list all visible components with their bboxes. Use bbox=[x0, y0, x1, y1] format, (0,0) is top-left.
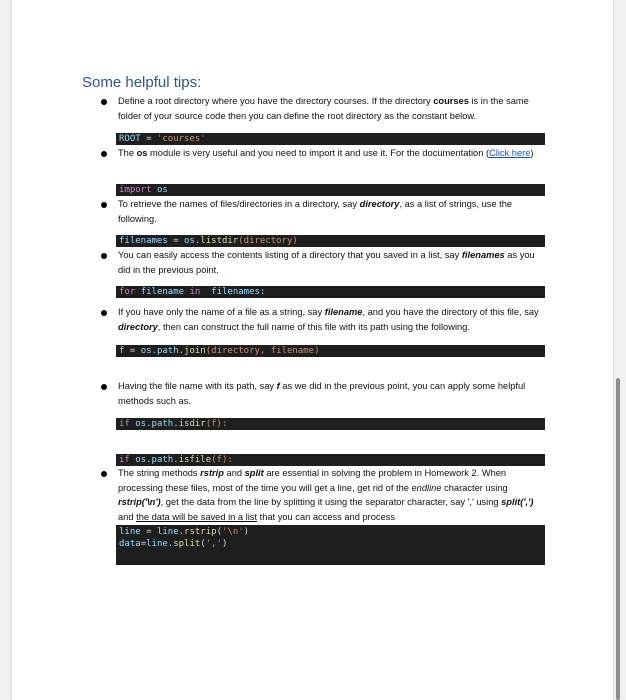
code-isdir: if os.path.isdir(f): bbox=[116, 418, 545, 430]
tip-path-join: If you have only the name of a file as a string, say filename, and you have the directory of this file, say directory, then can construct the full name of this file with its path using the following. bbox=[118, 307, 539, 332]
tip-root-directory: Define a root directory where you have the directory courses. If the directory courses is in the same folder of your source code then you can define the root directory as the constant below. bbox=[118, 96, 529, 121]
bullet-icon bbox=[101, 99, 107, 105]
vertical-scrollbar[interactable] bbox=[616, 378, 620, 700]
code-isfile: if os.path.isfile(f): bbox=[116, 454, 545, 466]
bullet-icon bbox=[101, 310, 107, 316]
code-rstrip-split: line = line.rstrip('\n') data=line.split(',') bbox=[116, 525, 545, 565]
code-import-os: import os bbox=[116, 184, 545, 196]
tip-os-module: The os module is very useful and you need to import it and use it. For the documentation (Click here) bbox=[118, 148, 534, 158]
bullet-icon bbox=[101, 151, 107, 157]
documentation-link[interactable]: Click here bbox=[489, 148, 531, 158]
page-heading: Some helpful tips: bbox=[82, 74, 202, 91]
tip-access-listing: You can easily access the contents listing of a directory that you saved in a list, say filenames as you did in the previous point. bbox=[118, 250, 535, 275]
tip-listdir: To retrieve the names of files/directories in a directory, say directory, as a list of strings, use the following. bbox=[118, 199, 513, 224]
code-listdir: filenames = os.listdir(directory) bbox=[116, 235, 545, 247]
code-for-loop: for filename in filenames: bbox=[116, 286, 545, 298]
bullet-icon bbox=[101, 202, 107, 208]
code-root-constant: ROOT = 'courses' bbox=[116, 133, 545, 145]
bullet-icon bbox=[101, 384, 107, 390]
bullet-icon bbox=[101, 253, 107, 259]
tip-helpful-methods: Having the file name with its path, say f as we did in the previous point, you can apply some helpful methods such as. bbox=[118, 381, 526, 406]
bullet-icon bbox=[101, 471, 107, 477]
code-path-join: f = os.path.join(directory, filename) bbox=[116, 345, 545, 357]
tip-string-methods: The string methods rstrip and split are essential in solving the problem in Homework 2. When processing these files, most of the time you will get a line, get rid of the endline character using rstrip('\n'), get the data from the line by splitting it using the separator character, say ',' using split(',') and the data will be saved in a list that you can access and process bbox=[118, 468, 534, 522]
